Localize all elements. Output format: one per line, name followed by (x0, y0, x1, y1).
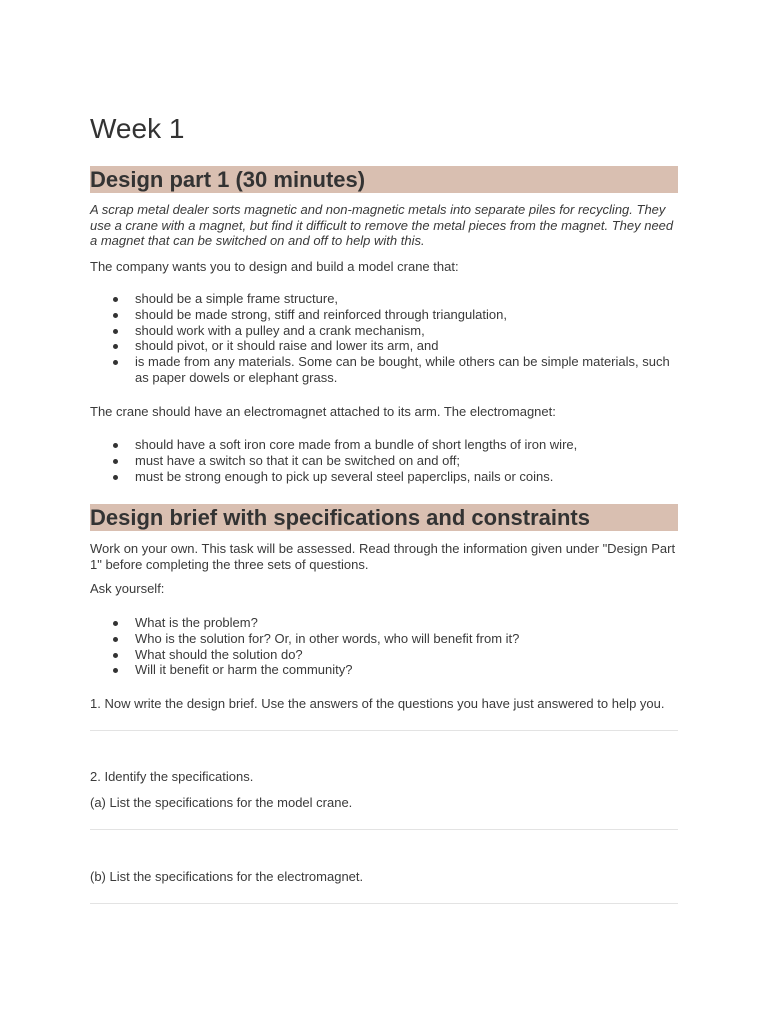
list-item: must have a switch so that it can be switched on and off; (90, 453, 678, 469)
task1-prompt: 1. Now write the design brief. Use the answers of the questions you have just answered to help you. (90, 696, 665, 711)
answer-line-1 (90, 730, 678, 731)
ask-yourself-label: Ask yourself: (90, 581, 165, 596)
task2-prompt: 2. Identify the specifications. (90, 769, 254, 784)
list-item: should have a soft iron core made from a bundle of short lengths of iron wire, (90, 437, 678, 453)
design-brief-heading: Design brief with specifications and constraints (90, 504, 678, 531)
crane-intro: The company wants you to design and build a model crane that: (90, 259, 459, 274)
list-item: is made from any materials. Some can be bought, while others can be simple materials, such as paper dowels or elephant grass. (90, 354, 678, 386)
task2b-prompt: (b) List the specifications for the electromagnet. (90, 869, 364, 884)
list-item: should pivot, or it should raise and lower its arm, and (90, 338, 678, 354)
instructions-paragraph: Work on your own. This task will be assessed. Read through the information given under "Design Part 1" before completing the three sets of questions. (90, 541, 676, 572)
list-item: Who is the solution for? Or, in other words, who will benefit from it? (90, 631, 678, 647)
crane-requirements-list (90, 291, 678, 386)
answer-line-2a (90, 829, 678, 830)
task2a-prompt: (a) List the specifications for the model crane. (90, 795, 353, 810)
week-title: Week 1 (90, 113, 185, 144)
list-item: should work with a pulley and a crank mechanism, (90, 323, 678, 339)
scenario-paragraph: A scrap metal dealer sorts magnetic and non-magnetic metals into separate piles for recycling. They use a crane with a magnet, but find it difficult to remove the metal pieces from the magnet. They need a magnet that can be switched on and off to help with this. (90, 202, 674, 248)
magnet-requirements-list (90, 437, 678, 484)
list-item: What is the problem? (90, 615, 678, 631)
magnet-intro: The crane should have an electromagnet attached to its arm. The electromagnet: (90, 404, 556, 419)
questions-list (90, 615, 678, 678)
list-item: must be strong enough to pick up several steel paperclips, nails or coins. (90, 469, 678, 485)
list-item: What should the solution do? (90, 647, 678, 663)
design-part1-heading: Design part 1 (30 minutes) (90, 166, 678, 193)
list-item: should be made strong, stiff and reinforced through triangulation, (90, 307, 678, 323)
answer-line-2b (90, 903, 678, 904)
list-item: Will it benefit or harm the community? (90, 662, 678, 678)
list-item: should be a simple frame structure, (90, 291, 678, 307)
